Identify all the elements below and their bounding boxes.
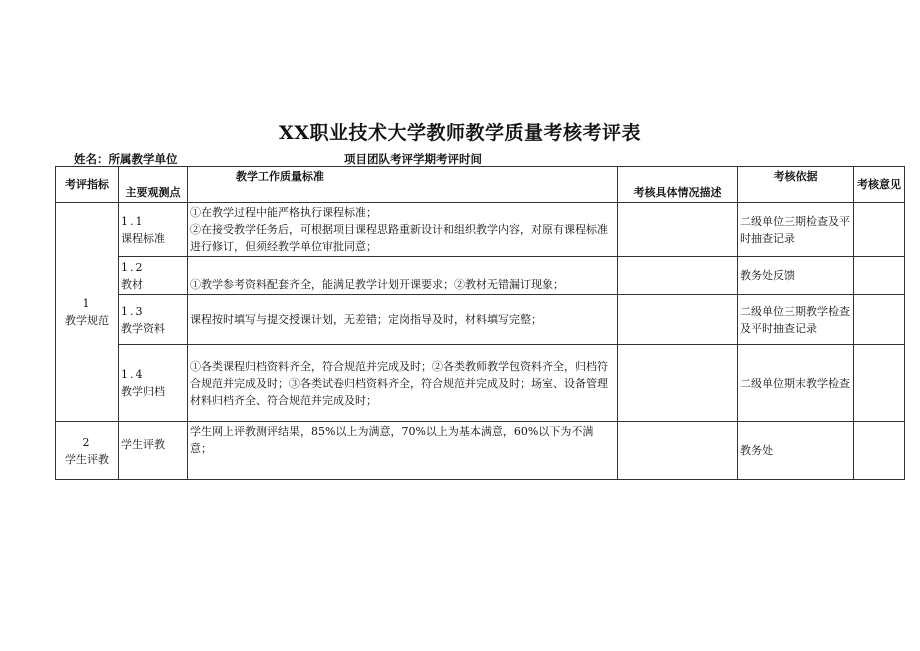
basis-cell: 二级单位期末教学检查 bbox=[738, 345, 854, 422]
point-code: 1.1 bbox=[121, 214, 145, 228]
description-cell[interactable] bbox=[618, 203, 738, 257]
observation-point bbox=[119, 345, 188, 422]
table-row bbox=[56, 422, 905, 480]
opinion-cell[interactable] bbox=[854, 257, 905, 295]
header-row bbox=[56, 167, 905, 203]
group-code: 2 bbox=[82, 435, 92, 449]
table-row bbox=[56, 295, 905, 345]
table-row bbox=[56, 203, 905, 257]
point-name: 课程标准 bbox=[121, 231, 165, 245]
opinion-cell[interactable] bbox=[854, 345, 905, 422]
quality-standard bbox=[188, 422, 618, 480]
point-name: 教学归档 bbox=[121, 385, 165, 398]
description-cell[interactable] bbox=[618, 257, 738, 295]
quality-standard bbox=[188, 295, 618, 345]
description-cell[interactable] bbox=[618, 422, 738, 480]
standard-text: ①各类课程归档资料齐全，符合规范并完成及时；②各类教师教学包资料齐全，归档符合规范并完成及时；③各类试卷归档资料齐全，符合规范并完成及时；场室、设备管理材料归档齐全、符合规范并完成及时； bbox=[190, 359, 608, 407]
description-cell[interactable] bbox=[618, 345, 738, 422]
point-name: 教材 bbox=[121, 277, 143, 291]
opinion-cell[interactable] bbox=[854, 295, 905, 345]
basis-cell: 教务处 bbox=[738, 422, 854, 480]
header-opinion: 考核意见 bbox=[854, 167, 905, 203]
standard-text: ①在教学过程中能严格执行课程标准； bbox=[190, 206, 377, 219]
meta-team-term: 项目团队考评学期考评时间 bbox=[344, 152, 482, 166]
standard-text: 课程按时填写与提交授课计划，无差错；定岗指导及时，材料填写完整； bbox=[190, 313, 542, 326]
group-name: 学生评教 bbox=[65, 452, 109, 466]
evaluation-table bbox=[55, 166, 905, 480]
standard-text: ②在接受教学任务后，可根据项目课程思路重新设计和组织教学内容，对原有课程标准进行修订，但须经教学单位审批同意； bbox=[190, 223, 608, 253]
document-title: XX职业技术大学教师教学质量考核考评表 bbox=[279, 122, 641, 144]
header-observation-point: 主要观测点 bbox=[119, 167, 188, 203]
point-code: 1.2 bbox=[121, 260, 145, 274]
observation-point bbox=[119, 257, 188, 295]
point-name: 教学资料 bbox=[121, 321, 165, 335]
point-code: 1.4 bbox=[121, 368, 145, 381]
standard-text: 学生网上评教测评结果，85%以上为满意，70%以上为基本满意，60%以下为不满意； bbox=[190, 425, 594, 455]
quality-standard bbox=[188, 257, 618, 295]
header-basis: 考核依据 bbox=[738, 167, 854, 203]
observation-point bbox=[119, 422, 188, 480]
point-name: 学生评教 bbox=[121, 438, 165, 451]
table-row bbox=[56, 345, 905, 422]
group-indicator bbox=[56, 203, 119, 422]
opinion-cell[interactable] bbox=[854, 203, 905, 257]
description-cell[interactable] bbox=[618, 295, 738, 345]
point-code: 1.3 bbox=[121, 304, 145, 318]
group-code: 1 bbox=[82, 297, 92, 310]
group-name: 教学规范 bbox=[65, 314, 109, 327]
quality-standard bbox=[188, 345, 618, 422]
header-indicator: 考评指标 bbox=[56, 167, 119, 203]
quality-standard bbox=[188, 203, 618, 257]
meta-name-unit: 姓名：所属教学单位 bbox=[74, 152, 178, 166]
group-indicator bbox=[56, 422, 119, 480]
observation-point bbox=[119, 295, 188, 345]
table-row bbox=[56, 257, 905, 295]
header-description: 考核具体情况描述 bbox=[618, 167, 738, 203]
basis-cell: 教务处反馈 bbox=[738, 257, 854, 295]
observation-point bbox=[119, 203, 188, 257]
opinion-cell[interactable] bbox=[854, 422, 905, 480]
header-quality-standard: 教学工作质量标准 bbox=[188, 167, 618, 203]
basis-cell: 二级单位三期检查及平时抽查记录 bbox=[738, 203, 854, 257]
basis-cell: 二级单位三期教学检查及平时抽查记录 bbox=[738, 295, 854, 345]
standard-text: ①教学参考资料配套齐全，能满足教学计划开课要求；②教材无错漏订现象； bbox=[190, 278, 564, 291]
